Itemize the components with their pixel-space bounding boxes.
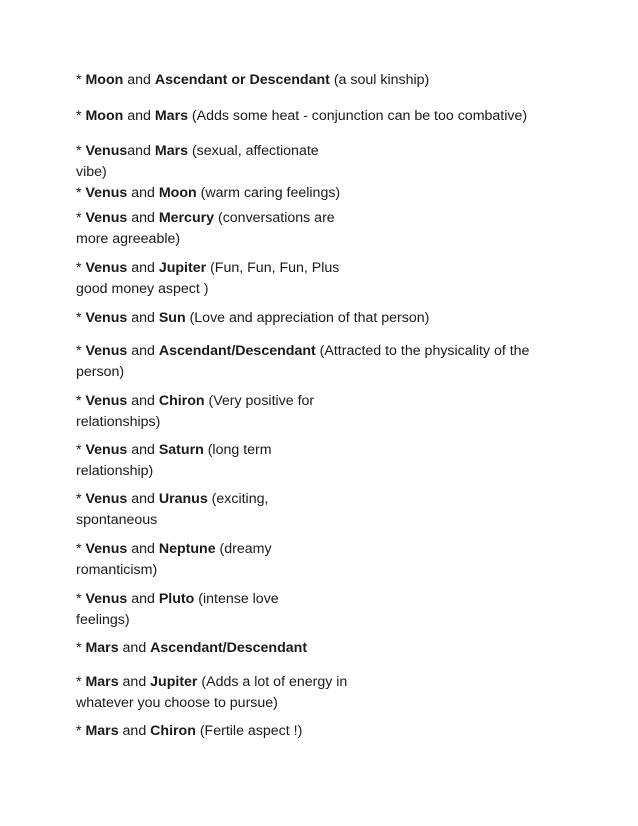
entry-text: (Love and appreciation of that person) (185, 310, 430, 326)
entry-text: and (127, 210, 159, 226)
aspect-entry (76, 672, 347, 714)
aspect-entry (76, 489, 268, 531)
entry-text: * (76, 210, 86, 226)
bold-term: Chiron (150, 723, 196, 739)
bold-term: Venus (85, 185, 128, 201)
bold-term: Jupiter (158, 260, 207, 276)
entry-line (76, 721, 302, 742)
entry-text: and (127, 143, 155, 159)
aspect-entry (76, 141, 340, 204)
entry-text: * (76, 260, 86, 276)
bold-term: Venus (85, 210, 128, 226)
entry-line (76, 610, 279, 631)
entry-text: feelings) (76, 612, 130, 628)
entry-text: * (76, 491, 86, 507)
aspect-entry (76, 638, 307, 659)
bold-term: Saturn (158, 442, 204, 458)
bold-term: Venus (85, 541, 128, 557)
bold-term: Ascendant or Descendant (154, 72, 330, 88)
entry-text: * (76, 143, 86, 159)
entry-text: (Fertile aspect !) (195, 723, 303, 739)
entry-text: * (76, 108, 86, 124)
entry-text: and (118, 640, 151, 656)
aspect-entry (76, 208, 335, 250)
entry-line (76, 341, 529, 362)
bold-term: Mars (85, 640, 119, 656)
entry-text: (Adds a lot of energy in (197, 674, 348, 690)
entry-text: and (127, 310, 159, 326)
entry-text: * (76, 591, 86, 607)
bold-term: Mars (85, 674, 119, 690)
bold-term: Jupiter (150, 674, 198, 690)
aspect-entry (76, 391, 314, 433)
entry-line (76, 672, 347, 693)
bold-term: Mars (85, 723, 119, 739)
entry-line (76, 539, 272, 560)
bold-term: Venus (85, 143, 128, 159)
entry-text: * (76, 393, 86, 409)
entry-line (76, 141, 340, 162)
entry-line (76, 106, 527, 127)
bold-term: Venus (85, 260, 128, 276)
bold-term: Ascendant/Descendant (150, 640, 308, 656)
entry-text: (Fun, Fun, Fun, Plus (206, 260, 340, 276)
entry-text: good money aspect ) (76, 281, 209, 297)
entry-line (76, 510, 268, 531)
entry-line (76, 440, 272, 461)
entry-text: (a soul kinship) (329, 72, 430, 88)
entry-text: person) (76, 364, 125, 380)
aspect-entry (76, 106, 527, 127)
aspect-entry (76, 70, 429, 91)
entry-line (76, 229, 335, 250)
entry-text: and (127, 393, 159, 409)
entry-text: * (76, 72, 86, 88)
bold-term: Venus (85, 310, 128, 326)
entry-text: whatever you choose to pursue) (76, 695, 278, 711)
aspect-entry (76, 539, 272, 581)
entry-text: * (76, 310, 86, 326)
bold-term: Neptune (158, 541, 216, 557)
aspect-entry (76, 308, 429, 329)
entry-text: and (118, 674, 151, 690)
entry-line (76, 638, 307, 659)
entry-text: and (123, 72, 155, 88)
bold-term: Chiron (158, 393, 205, 409)
aspect-entry (76, 721, 302, 742)
entry-line (76, 489, 268, 510)
entry-text: * (76, 185, 86, 201)
entry-line (76, 258, 339, 279)
bold-term: Moon (85, 108, 124, 124)
entry-text: and (127, 591, 159, 607)
entry-line (76, 589, 279, 610)
bold-term: Mars (154, 108, 188, 124)
entry-text: * (76, 674, 86, 690)
entry-text: (intense love (194, 591, 279, 607)
aspect-entry (76, 341, 529, 383)
entry-line (76, 391, 314, 412)
aspect-entry (76, 440, 272, 482)
entry-text: and (127, 260, 159, 276)
entry-text: romanticism) (76, 562, 158, 578)
entry-text: * (76, 541, 86, 557)
entry-text: and (127, 541, 159, 557)
entry-line (76, 693, 347, 714)
entry-text: and (118, 723, 151, 739)
entry-text: * (76, 640, 86, 656)
bold-term: Mars (154, 143, 189, 159)
entry-text: more agreeable) (76, 231, 181, 247)
bold-term: Venus (85, 491, 128, 507)
bold-term: Moon (85, 72, 124, 88)
entry-line (76, 308, 429, 329)
entry-text: and (127, 442, 159, 458)
entry-line (76, 362, 529, 383)
entry-text: * (76, 723, 86, 739)
entry-text: (sexual, affectionate (188, 143, 319, 159)
entry-text: (Attracted to the physicality of the (315, 343, 530, 359)
bold-term: Venus (85, 591, 128, 607)
entry-text: vibe) (76, 164, 107, 180)
entry-text: relationship) (76, 463, 154, 479)
bold-term: Pluto (158, 591, 195, 607)
entry-line (76, 461, 272, 482)
entry-line (76, 162, 340, 183)
bold-term: Uranus (158, 491, 208, 507)
bold-term: Moon (158, 185, 197, 201)
entry-text: * (76, 442, 86, 458)
entry-line (76, 412, 314, 433)
entry-line (76, 560, 272, 581)
entry-text: (dreamy (215, 541, 272, 557)
entry-text: (conversations are (214, 210, 335, 226)
bold-term: Ascendant/Descendant (158, 343, 316, 359)
entry-line (76, 279, 339, 300)
bold-term: Venus (85, 393, 128, 409)
entry-text: * (76, 343, 86, 359)
entry-text: spontaneous (76, 512, 158, 528)
entry-text: and (127, 185, 159, 201)
entry-text: (exciting, (207, 491, 269, 507)
entry-text: (long term (203, 442, 272, 458)
entry-text: relationships) (76, 414, 161, 430)
entry-text: (Adds some heat - conjunction can be too combative) (187, 108, 528, 124)
entry-text: (Very positive for (204, 393, 315, 409)
entry-text: and (127, 343, 159, 359)
entry-line (76, 183, 340, 204)
entry-text: (warm caring feelings) (196, 185, 341, 201)
bold-term: Venus (85, 343, 128, 359)
entry-text: and (127, 491, 159, 507)
entry-text: and (123, 108, 155, 124)
aspect-entry (76, 589, 279, 631)
entry-line (76, 70, 429, 91)
bold-term: Mercury (158, 210, 215, 226)
bold-term: Sun (158, 310, 186, 326)
aspect-entry (76, 258, 339, 300)
bold-term: Venus (85, 442, 128, 458)
entry-line (76, 208, 335, 229)
